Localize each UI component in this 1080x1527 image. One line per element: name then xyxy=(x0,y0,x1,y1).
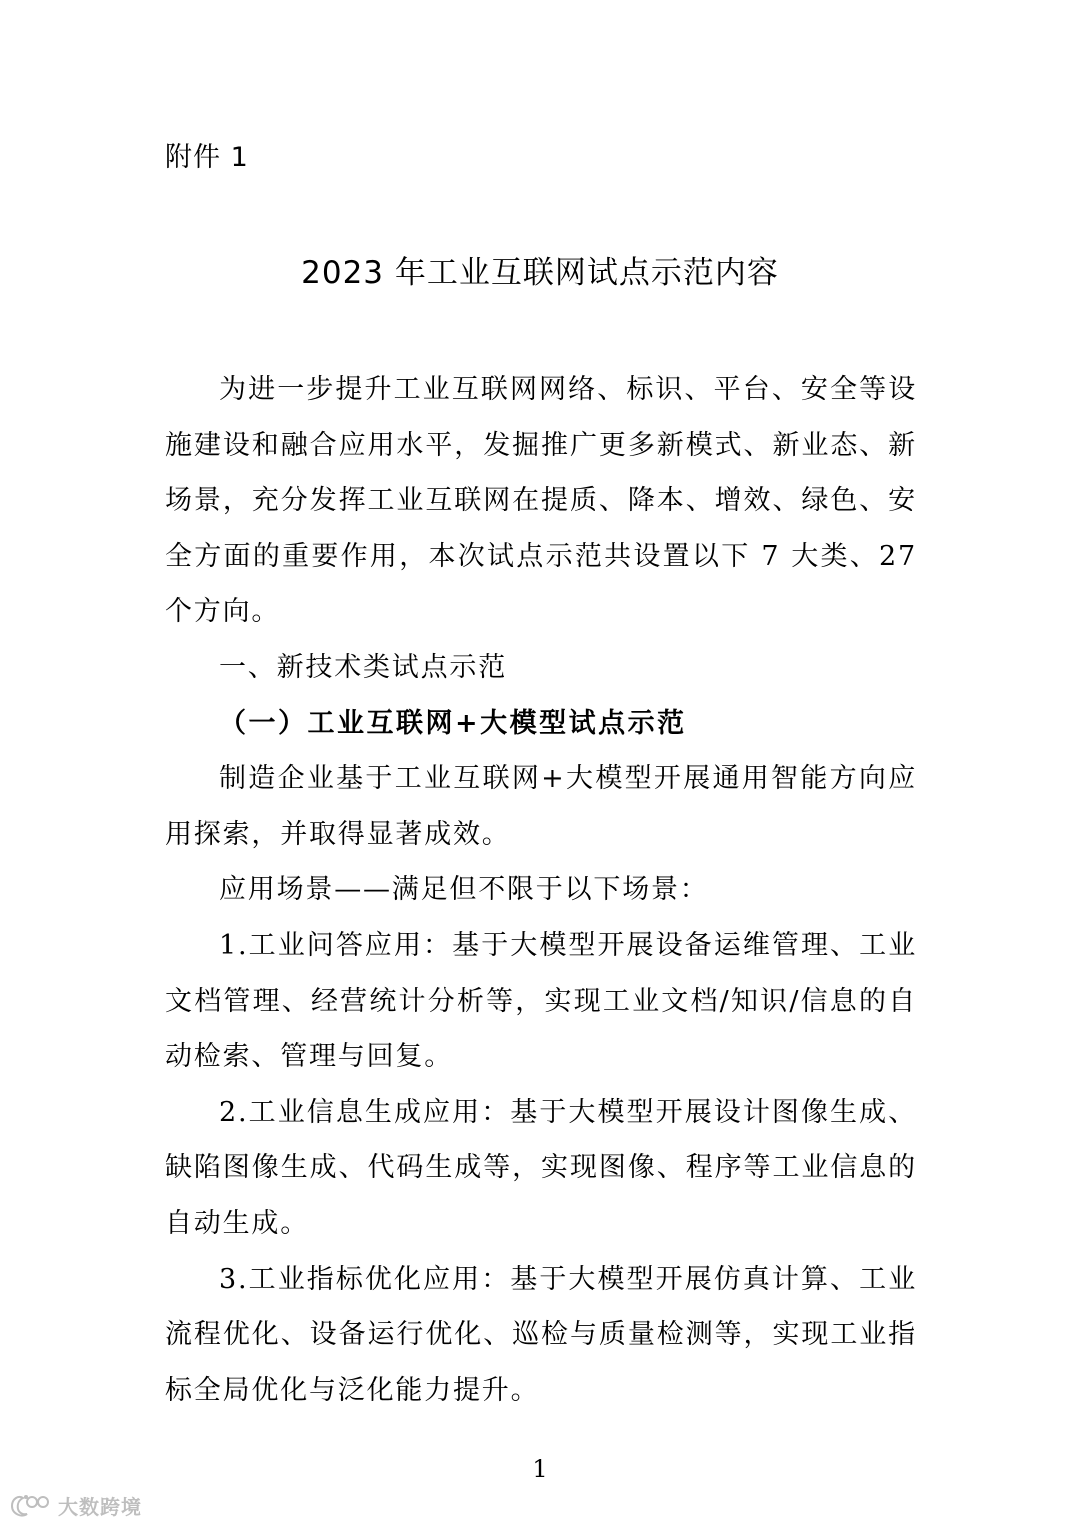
brand-logo-icon xyxy=(8,1492,52,1518)
subsection-description: 制造企业基于工业互联网+大模型开展通用智能方向应用探索，并取得显著成效。 xyxy=(165,763,917,850)
document-body xyxy=(165,362,917,1418)
scenario-item: 1.工业问答应用：基于大模型开展设备运维管理、工业文档管理、经营统计分析等，实现工业文档/知识/信息的自动检索、管理与回复。 xyxy=(165,929,917,1073)
document-title: 2023 年工业互联网试点示范内容 xyxy=(301,255,779,291)
scenario-intro: 应用场景——满足但不限于以下场景： xyxy=(219,874,709,906)
attachment-label: 附件 1 xyxy=(165,142,249,173)
intro-paragraph: 为进一步提升工业互联网网络、标识、平台、安全等设施建设和融合应用水平，发掘推广更多新模式、新业态、新场景，充分发挥工业互联网在提质、降本、增效、绿色、安全方面的重要作用，本次试点示范共设置以下 7 大类、27 个方向。 xyxy=(165,374,917,628)
scenario-item: 3.工业指标优化应用：基于大模型开展仿真计算、工业流程优化、设备运行优化、巡检与质量检测等，实现工业指标全局优化与泛化能力提升。 xyxy=(165,1263,917,1406)
watermark-text: 大数跨境 xyxy=(58,1494,142,1519)
scenario-item: 2.工业信息生成应用：基于大模型开展设计图像生成、缺陷图像生成、代码生成等，实现图像、程序等工业信息的自动生成。 xyxy=(165,1096,917,1239)
subsection-heading: （一）工业互联网+大模型试点示范 xyxy=(219,707,687,739)
watermark xyxy=(8,1490,142,1520)
page-number: 1 xyxy=(532,1455,548,1483)
section-heading: 一、新技术类试点示范 xyxy=(219,651,507,683)
